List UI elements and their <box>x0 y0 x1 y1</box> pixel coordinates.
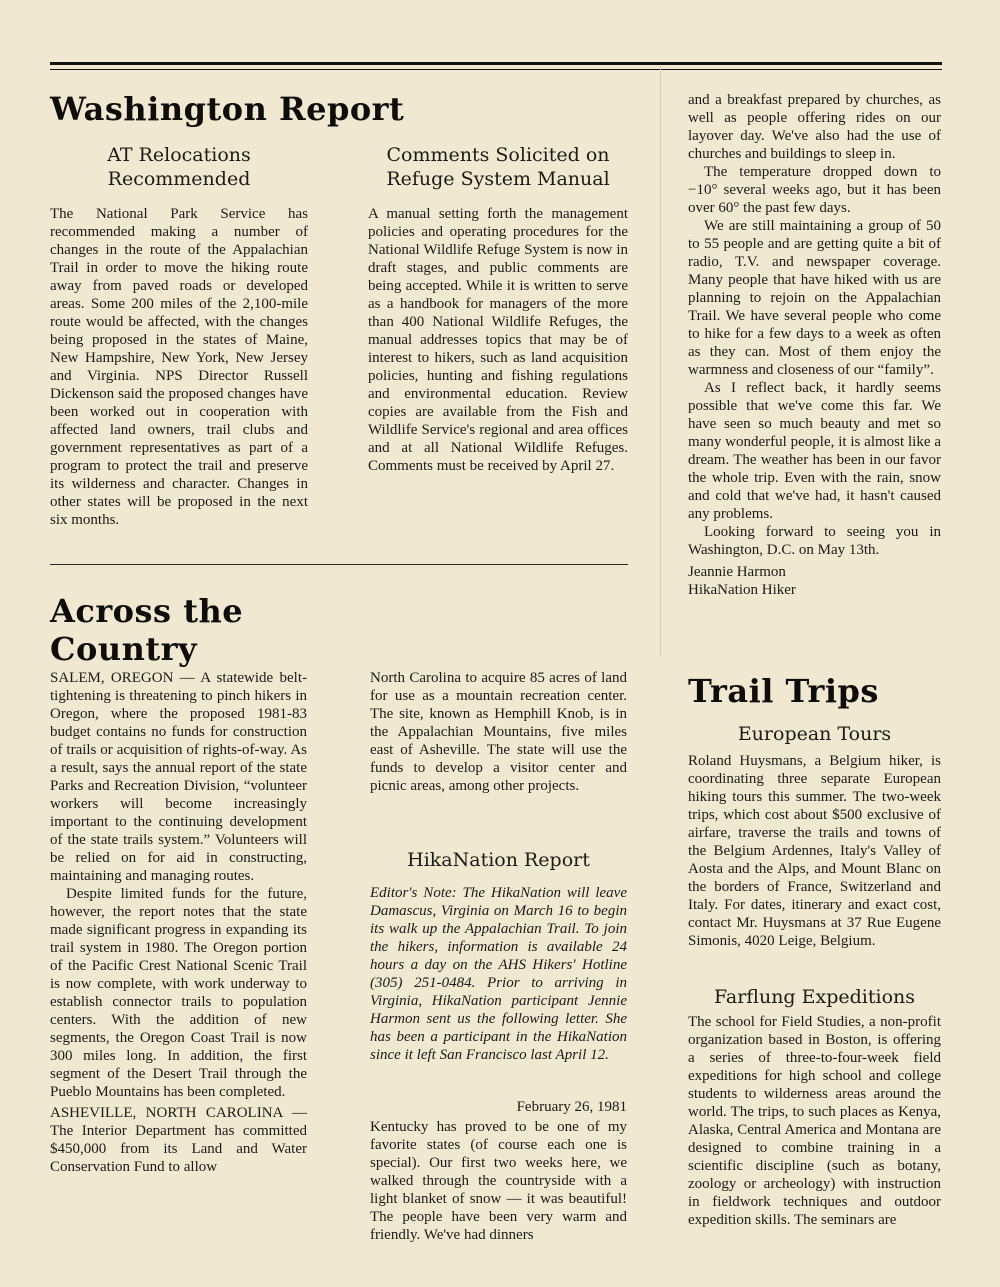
paragraph: North Carolina to acquire 85 acres of land for use as a mountain recreation center. The site, known as Hemphill Knob, is in the Appalachian Mountains, five miles east of Asheville. The state will use the funds to develop a visitor center and picnic areas, among other projects. <box>370 670 627 794</box>
paragraph: The temperature dropped down to −10° several weeks ago, but it has been over 60° the past few days. <box>688 164 941 216</box>
paragraph: The National Park Service has recommended making a number of changes in the route of the Appalachian Trail in order to move the hiking route away from paved roads or developed areas. Some 200 miles of the 2,100-mile route would be affected, with the changes being proposed in the states of Maine, New Hampshire, New York, New Jersey and Virginia. NPS Director Russell Dickenson said the proposed changes have been worked out in cooperation with affected land owners, trail clubs and government representatives as part of a program to protect the trail and preserve its wilderness and character. Changes in other states will be proposed in the next six months. <box>50 206 308 528</box>
headline-line: Refuge System Manual <box>386 168 610 190</box>
farflung-expeditions-headline: Farflung Expeditions <box>713 986 916 1008</box>
european-tours-headline: European Tours <box>737 723 892 745</box>
paragraph: A manual setting forth the management policies and operating procedures for the National Wildlife Refuge System is now in draft stages, and public comments are being accepted. While it is written to serve as a handbook for managers of the more than 400 National Wildlife Refuges, the manual addresses topics that may be of interest to hikers, such as land acquisition policies, hunting and fishing regulations and environmental education. Review copies are available from the Fish and Wildlife Service's regional and area offices and at all National Wildlife Refuges. Comments must be received by April 27. <box>368 206 628 474</box>
paragraph: Kentucky has proved to be one of my favorite states (of course each one is special). Our first two weeks here, we walked through the countryside with a light blanket of snow — it was beautiful! The people have been very warm and friendly. We've had dinners <box>370 1119 627 1243</box>
signature-name: Jeannie Harmon <box>688 564 786 580</box>
paragraph: Despite limited funds for the future, however, the report notes that the state made significant progress in expanding its trail system in 1980. The Oregon portion of the Pacific Crest National Scenic Trail is now complete, with work underway to establish connector trails to population centers. With the addition of new segments, the Oregon Coast Trail is now 300 miles long. In addition, the first segment of the Desert Trail through the Pueblo Mountains has been completed. <box>50 886 307 1100</box>
top-rule-thin <box>50 69 942 70</box>
headline-line: Comments Solicited on <box>386 144 610 166</box>
signature-title: HikaNation Hiker <box>688 582 796 598</box>
refuge-manual-article <box>368 205 628 475</box>
across-the-country-column-1 <box>50 669 307 1176</box>
paragraph: and a breakfast prepared by churches, as well as people offering rides on our layover day. We've also had the use of churches and buildings to sleep in. <box>688 92 941 162</box>
column-divider <box>660 66 661 656</box>
hikanation-letter-continued <box>688 91 941 599</box>
paragraph: The school for Field Studies, a non-profit organization based in Boston, is offering a series of three-to-four-week field expeditions for high school and college students to wilderness areas around the world. The trips, to such places as Kenya, Alaska, Central America and Montana are designed to combine training in a scientific discipline (such as botany, zoology or archeology) with instruction in fieldwork techniques and outdoor expedition skills. The seminars are <box>688 1014 941 1228</box>
section-divider <box>50 564 628 565</box>
headline-line: Recommended <box>107 168 251 190</box>
hikanation-letter <box>370 1098 627 1244</box>
headline-line: AT Relocations <box>107 144 251 166</box>
letter-date: February 26, 1981 <box>516 1099 627 1115</box>
paragraph: Roland Huysmans, a Belgium hiker, is coordinating three separate European hiking tours this summer. The two-week trips, which cost about $500 exclusive of airfare, traverse the trails and towns of the Belgium Ardennes, Italy's Valley of Aosta and the Alps, and Mount Blanc on the borders of France, Switzerland and Italy. For dates, itinerary and exact cost, contact Mr. Huysmans at 37 Rue Eugene Simonis, 4020 Leige, Belgium. <box>688 753 941 949</box>
european-tours-article <box>688 752 941 950</box>
at-relocations-article <box>50 205 308 529</box>
trail-trips-title: Trail Trips <box>688 672 879 710</box>
at-relocations-headline <box>50 143 308 191</box>
paragraph: Looking forward to seeing you in Washington, D.C. on May 13th. <box>688 524 941 558</box>
top-rule-thick <box>50 62 942 65</box>
paragraph: ASHEVILLE, NORTH CAROLINA — The Interior Department has committed $450,000 from its Land and Water Conservation Fund to allow <box>50 1105 307 1175</box>
paragraph: SALEM, OREGON — A statewide belt-tightening is threatening to pinch hikers in Oregon, where the proposed 1981-83 budget contains no funds for construction of trails or acquisition of rights-of-way. As a result, says the annual report of the state Parks and Recreation Division, “volunteer workers will become increasingly important to the continuing development of the state trails system.” Volunteers will be relied on for aid in constructing, maintaining and managing routes. <box>50 670 307 884</box>
title-line: Across the <box>50 592 244 630</box>
editors-note <box>370 884 627 1064</box>
across-the-country-title <box>50 592 243 668</box>
paragraph: Editor's Note: The HikaNation will leave Damascus, Virginia on March 16 to begin its walk up the Appalachian Trail. To join the hikers, information is available 24 hours a day on the AHS Hikers' Hotline (305) 251-0484. Prior to arriving in Virginia, HikaNation participant Jennie Harmon sent us the following letter. She has been a participant in the HikaNation since it left San Francisco last April 12. <box>370 885 627 1063</box>
hikanation-report-title: HikaNation Report <box>407 849 590 871</box>
refuge-manual-headline <box>368 143 628 191</box>
paragraph: We are still maintaining a group of 50 to 55 people and are getting quite a bit of radio, T.V. and newspaper coverage. Many people that have hiked with us are planning to rejoin on the Appalachian Trail. We have several people who come to hike for a few days to a week as often as they can. Most of them enjoy the warmness and closeness of our “family”. <box>688 218 941 378</box>
title-line: Country <box>50 630 198 668</box>
farflung-expeditions-article <box>688 1013 941 1229</box>
paragraph: As I reflect back, it hardly seems possible that we've come this far. We have seen so much beauty and met so many wonderful people, it is almost like a dream. The weather has been in our favor the whole trip. Even with the rain, snow and cold that we've had, it hasn't caused any problems. <box>688 380 941 522</box>
across-the-country-column-2 <box>370 669 627 795</box>
washington-report-title: Washington Report <box>50 90 405 128</box>
